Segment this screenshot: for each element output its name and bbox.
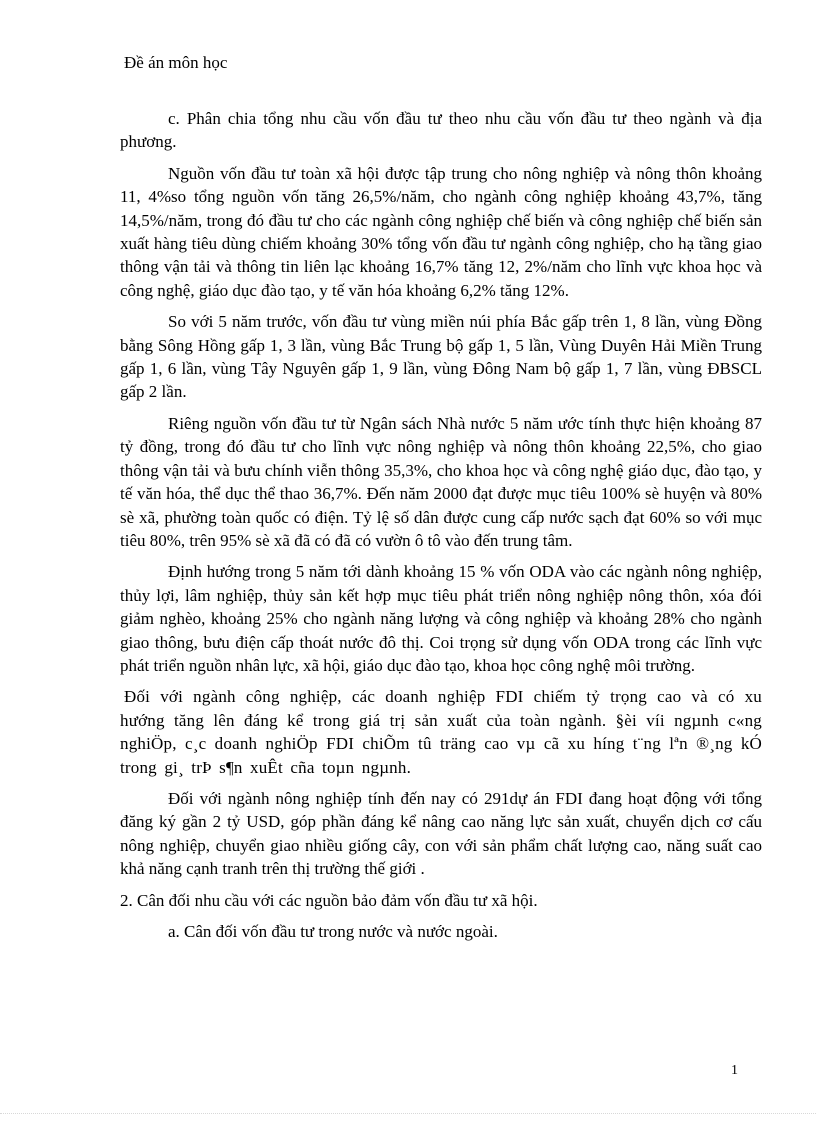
paragraph-regional-comparison: So với 5 năm trước, vốn đầu tư vùng miền núi phía Bắc gấp trên 1, 8 lần, vùng Đồng bằng Sông Hồng gấp 1, 3 lần, vùng Bắc Trung bộ gấp 1, 5 lần, Vùng Duyên Hải Miền Trung gấp 1, 6 lần, vùng Tây Nguyên gấp 1, 9 lần, vùng Đông Nam bộ gấp 1, 7 lần, vùng ĐBSCL gấp 2 lần. [120, 312, 762, 402]
paragraph-state-budget: Riêng nguồn vốn đầu tư từ Ngân sách Nhà nước 5 năm ước tính thực hiện khoảng 87 tỷ đồng, trong đó đầu tư cho lĩnh vực nông nghiệp và nông thôn khoảng 22,5%, cho giao thông vận tải và bưu chính viễn thông 35,3%, cho khoa học và công nghệ giáo dục, đào tạo, y tế văn hóa, thể dục thể thao 36,7%. Đến năm 2000 đạt được mục tiêu 100% sè huyện và 80% sè xã, phường toàn quốc có điện. Tỷ lệ số dân được cung cấp nước sạch đạt 60% so với mục tiêu 80%, trên 95% sè xã đã có đã có vườn ô tô vào đến trung tâm. [120, 413, 762, 550]
paragraph-oda-orientation: Định hướng trong 5 năm tới dành khoảng 15 % vốn ODA vào các ngành nông nghiệp, thủy lợi, lâm nghiệp, thủy sản kết hợp mục tiêu phát triển nông nghiệp nông thôn, xóa đói giảm nghèo, khoảng 25% cho ngành năng lượng và công nghiệp và khoảng 28% cho ngành giao thông, bưu điện cấp thoát nước đô thị. Coi trọng sử dụng vốn ODA trong các lĩnh vực phát triển nguồn nhân lực, xã hội, giáo dục đào tạo, khoa học công nghệ môi trường. [120, 562, 762, 675]
paragraph-fdi-agriculture: Đối với ngành nông nghiệp tính đến nay có 291dự án FDI đang hoạt động với tổng đăng ký gần 2 tỷ USD, góp phần đáng kể nâng cao năng lực sản xuất, chuyển dịch cơ cấu nông nghiệp, chuyển giao nhiều giống cây, con với sản phẩm chất lượng cao, năng suất cao khả năng cạnh tranh trên thị trường thế giới . [120, 788, 762, 879]
page-header: Đề án môn học [124, 53, 228, 72]
paragraph-fdi-industry: Đối với ngành công nghiệp, các doanh nghiệp FDI chiếm tỷ trọng cao và có xu hướng tăng lên đáng kể trong giá trị sản xuất của toàn ngành. §èi víi ngµnh c«ng nghiÖp, c¸c doanh nghiÖp FDI chiÕm tû träng cao vµ cã xu híng t¨ng lªn ®¸ng kÓ trong gi¸ trÞ s¶n xuÊt cña toµn ngµnh. [120, 687, 762, 777]
paragraph-investment-allocation: Nguồn vốn đầu tư toàn xã hội được tập trung cho nông nghiệp và nông thôn khoảng 11, 4%so tổng nguồn vốn tăng 26,5%/năm, cho ngành công nghiệp khoảng 43,7%, tăng 14,5%/năm, trong đó đầu tư cho các ngành công nghiệp chế biến và công nghiệp chế biến sản xuất hàng tiêu dùng chiếm khoảng 30% tổng vốn đầu tư ngành công nghiệp, cho hạ tầng giao thông vận tải và thông tin liên lạc khoảng 16,7% tăng 12, 2%/năm cho lĩnh vực khoa học và công nghệ, giáo dục đào tạo, y tế văn hóa khoảng 6,2% tăng 12%. [120, 163, 762, 300]
page-number: 1 [731, 1063, 738, 1078]
document-body [120, 107, 762, 951]
subsection-heading-a: a. Cân đối vốn đầu tư trong nước và nước ngoài. [168, 922, 498, 941]
section-heading-2: 2. Cân đối nhu cầu với các nguồn bảo đảm vốn đầu tư xã hội. [120, 890, 538, 910]
paragraph-section-c: c. Phân chia tổng nhu cầu vốn đầu tư theo nhu cầu vốn đầu tư theo ngành và địa phương. [120, 109, 762, 152]
page-bottom-divider [0, 1113, 816, 1114]
